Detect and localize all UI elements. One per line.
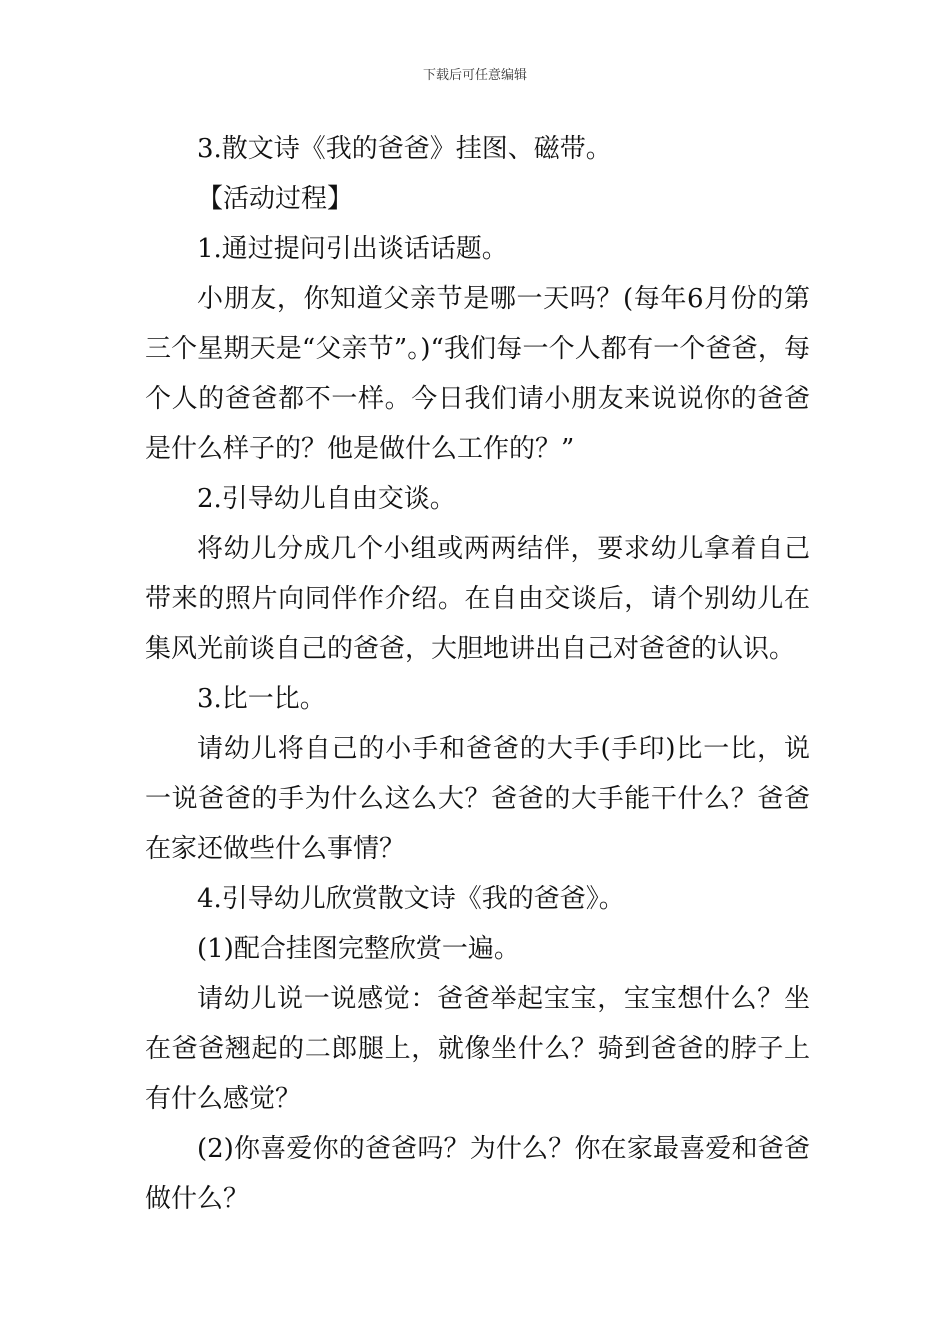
document-body xyxy=(145,124,810,1224)
step-3-body: 请幼儿将自己的小手和爸爸的大手(手印)比一比，说一说爸爸的手为什么这么大？爸爸的大手能干什么？爸爸在家还做些什么事情？ xyxy=(145,734,810,864)
materials-item-3: 3.散文诗《我的爸爸》挂图、磁带。 xyxy=(197,134,612,164)
section-heading-activity-process: 【活动过程】 xyxy=(197,184,354,214)
step-4-sub-2: (2)你喜爱你的爸爸吗？为什么？你在家最喜爱和爸爸做什么？ xyxy=(145,1134,810,1214)
step-1-heading: 1.通过提问引出谈话话题。 xyxy=(197,234,508,264)
step-4-sub-1: (1)配合挂图完整欣赏一遍。 xyxy=(197,934,520,964)
step-2-body: 将幼儿分成几个小组或两两结伴，要求幼儿拿着自己带来的照片向同伴作介绍。在自由交谈后，请个别幼儿在集风光前谈自己的爸爸，大胆地讲出自己对爸爸的认识。 xyxy=(145,534,810,664)
step-4-sub-1-body: 请幼儿说一说感觉：爸爸举起宝宝，宝宝想什么？坐在爸爸翘起的二郎腿上，就像坐什么？骑到爸爸的脖子上有什么感觉？ xyxy=(145,984,810,1114)
step-3-heading: 3.比一比。 xyxy=(197,684,326,714)
page-header: 下载后可任意编辑 xyxy=(422,68,527,83)
step-1-body: 小朋友，你知道父亲节是哪一天吗？(每年6月份的第三个星期天是“父亲节”。)“我们每一个人都有一个爸爸，每个人的爸爸都不一样。今日我们请小朋友来说说你的爸爸是什么样子的？他是做什么工作的？” xyxy=(145,284,810,464)
step-4-heading: 4.引导幼儿欣赏散文诗《我的爸爸》。 xyxy=(197,884,625,914)
step-2-heading: 2.引导幼儿自由交谈。 xyxy=(197,484,456,514)
